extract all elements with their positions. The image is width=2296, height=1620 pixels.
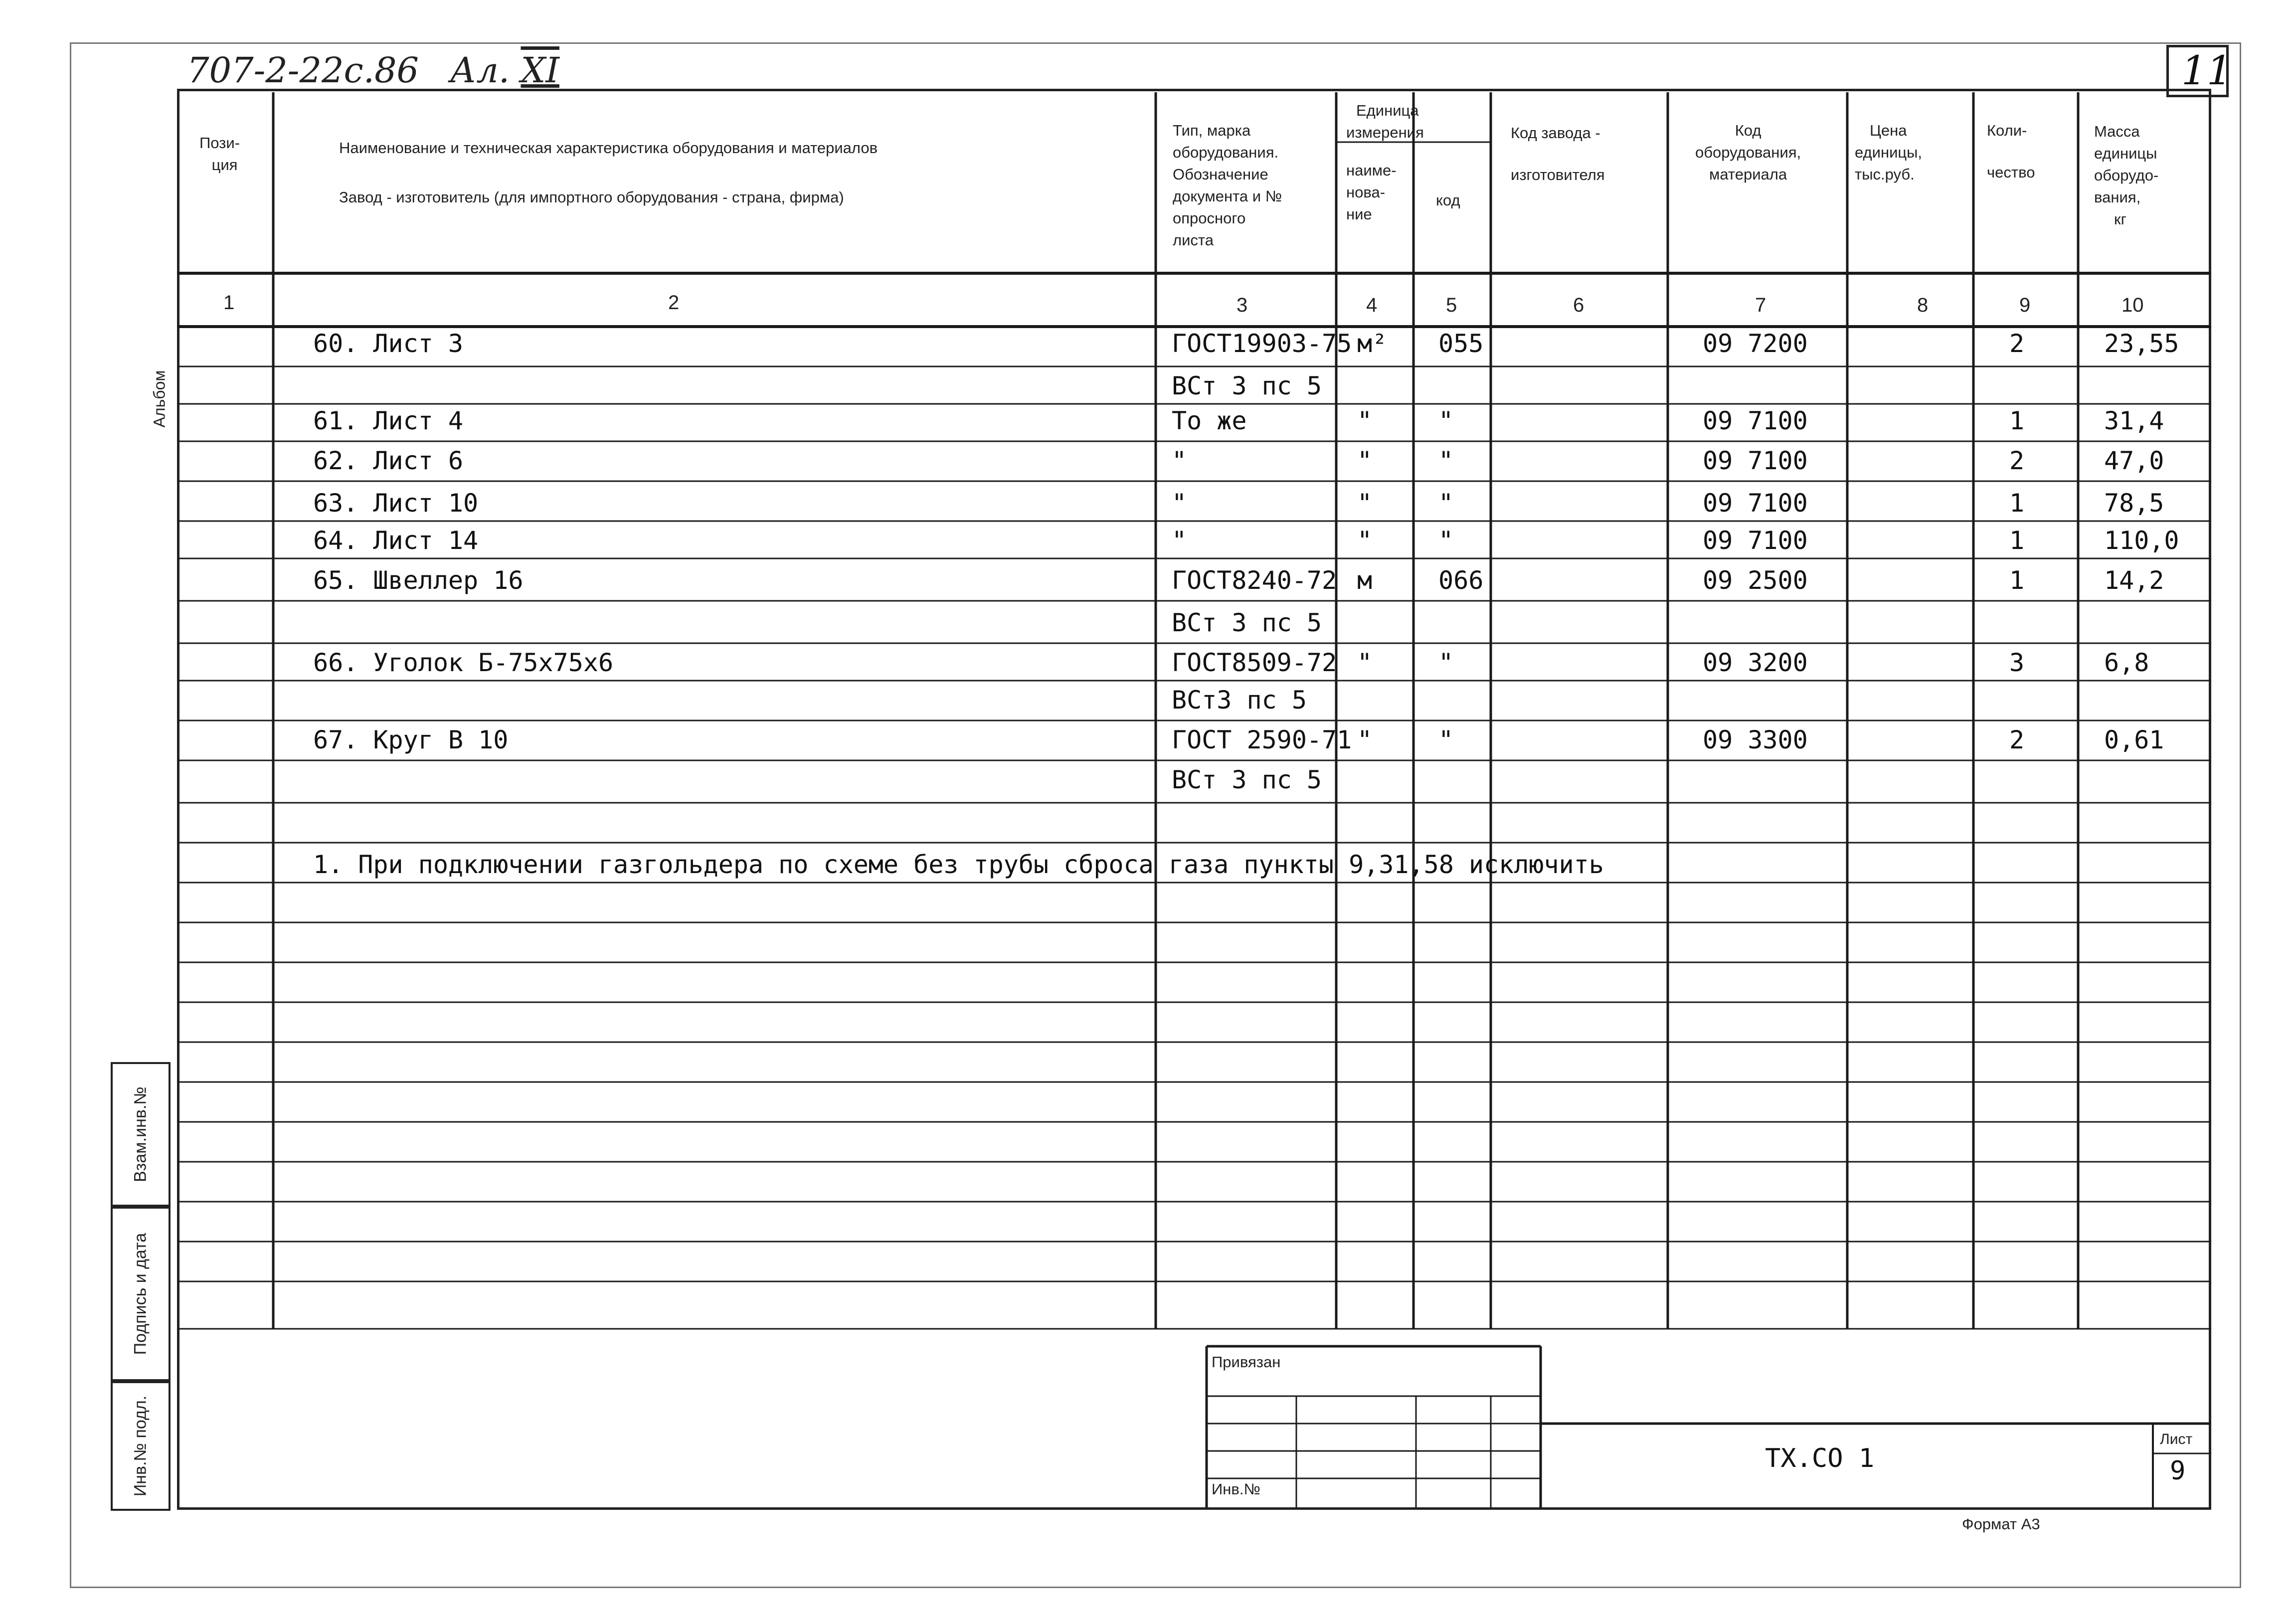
row-code: 09 3200 [1703,648,1808,677]
row-unit-code: 066 [1438,566,1484,595]
row-code: 09 7100 [1703,406,1808,435]
row-unit-code: " [1438,526,1454,555]
row-unit-code: " [1438,725,1454,754]
header-unit-code: код [1436,191,1460,209]
header-position: Пози- ция [199,134,240,174]
row-mass: 23,55 [2104,329,2179,358]
row-code: 09 7200 [1703,329,1808,358]
stamp-sheet-number: 9 [2170,1456,2186,1486]
column-number: 9 [2019,294,2031,316]
row-code: 09 7100 [1703,489,1808,518]
side-stamp-replacement: Взам.инв.№ [111,1062,171,1207]
row-type: ГОСТ8240-72 [1172,566,1337,595]
stamp-privyazan: Привязан [1212,1353,1281,1371]
row-name: 62. Лист 6 [313,446,464,475]
row-qty: 1 [2009,406,2025,435]
column-number: 4 [1366,294,1378,316]
row-type: " [1172,489,1187,518]
column-number: 6 [1573,294,1585,316]
row-unit: м [1357,566,1373,595]
row-qty: 2 [2009,329,2025,358]
row-name: 63. Лист 10 [313,489,479,518]
row-mass: 47,0 [2104,446,2164,475]
row-type: ВСт 3 пс 5 [1172,765,1322,794]
side-stamp-signature: Подпись и дата [111,1207,171,1381]
note-text: 1. При подключении газгольдера по схеме без трубы сброса газа пункты 9,31,58 исключить [313,850,1604,879]
header-equipment-code: Код оборудования, материала [1695,122,1801,183]
row-type: " [1172,446,1187,475]
row-type: ГОСТ19903-75 [1172,329,1352,358]
row-mass: 31,4 [2104,406,2164,435]
row-name: 61. Лист 4 [313,406,464,435]
row-mass: 6,8 [2104,648,2149,677]
row-unit: " [1357,406,1373,435]
row-mass: 110,0 [2104,526,2179,555]
header-type: Тип, марка оборудования. Обозначение документа и № опросного листа [1173,122,1282,249]
row-unit: м² [1357,329,1388,358]
row-mass: 14,2 [2104,566,2164,595]
row-unit: " [1357,446,1373,475]
document-number: 707-2-22с.86 [187,50,419,91]
row-unit-code: " [1438,446,1454,475]
row-name: 66. Уголок Б-75х75х6 [313,648,614,677]
column-number: 7 [1755,294,1766,316]
row-unit: " [1357,489,1373,518]
row-unit-code: " [1438,406,1454,435]
row-name: 65. Швеллер 16 [313,566,524,595]
row-name: 60. Лист 3 [313,329,464,358]
row-code: 09 7100 [1703,446,1808,475]
header-factory-code: Код завода - изготовителя [1511,124,1605,183]
row-type: ВСт3 пс 5 [1172,686,1307,715]
album-roman-number: XI [521,50,559,91]
column-number: 3 [1236,294,1248,316]
row-name: 67. Круг В 10 [313,725,509,754]
column-number: 1 [223,292,235,314]
row-type: ВСт 3 пс 5 [1172,371,1322,400]
row-qty: 2 [2009,446,2025,475]
side-stamp-original-inventory: Инв.№ подл. [111,1381,171,1511]
format-label: Формат А3 [1962,1515,2040,1533]
row-name: 64. Лист 14 [313,526,479,555]
header-price: Цена единицы, тыс.руб. [1855,122,1923,183]
row-code: 09 3300 [1703,725,1808,754]
column-number: 10 [2121,294,2144,316]
row-type: " [1172,526,1187,555]
row-type: ГОСТ 2590-71 [1172,725,1352,754]
header-mass: Масса единицы оборудо- вания, кг [2094,123,2159,228]
row-unit: " [1357,526,1373,555]
header-name: Наименование и техническая характеристика оборудования и материалов Завод - изготовитель (для импортного оборудования - страна, фирма) [339,139,878,206]
row-code: 09 7100 [1703,526,1808,555]
stamp-sheet-label: Лист [2160,1431,2193,1447]
album-side-label: Альбом [150,370,169,428]
column-number: 8 [1917,294,1929,316]
header-unit-name: наиме- нова- ние [1346,162,1397,223]
column-number: 2 [668,292,680,314]
album-reference: Ал. [450,50,510,91]
row-type: ВСт 3 пс 5 [1172,608,1322,637]
row-qty: 1 [2009,526,2025,555]
row-qty: 3 [2009,648,2025,677]
row-unit-code: " [1438,648,1454,677]
row-qty: 2 [2009,725,2025,754]
row-code: 09 2500 [1703,566,1808,595]
row-unit-code: 055 [1438,329,1484,358]
header-unit-group: Единица измерения [1346,102,1424,141]
row-unit-code: " [1438,489,1454,518]
row-type: То же [1172,406,1247,435]
row-type: ГОСТ8509-72 [1172,648,1337,677]
row-mass: 78,5 [2104,489,2164,518]
row-unit: " [1357,648,1373,677]
row-unit: " [1357,725,1373,754]
column-number: 5 [1446,294,1457,316]
stamp-inventory: Инв.№ [1212,1480,1260,1498]
row-mass: 0,61 [2104,725,2164,754]
row-qty: 1 [2009,489,2025,518]
corner-number: 11 [2181,47,2232,94]
row-qty: 1 [2009,566,2025,595]
header-quantity: Коли- чество [1987,122,2035,181]
stamp-designation: ТХ.СО 1 [1765,1443,1875,1473]
